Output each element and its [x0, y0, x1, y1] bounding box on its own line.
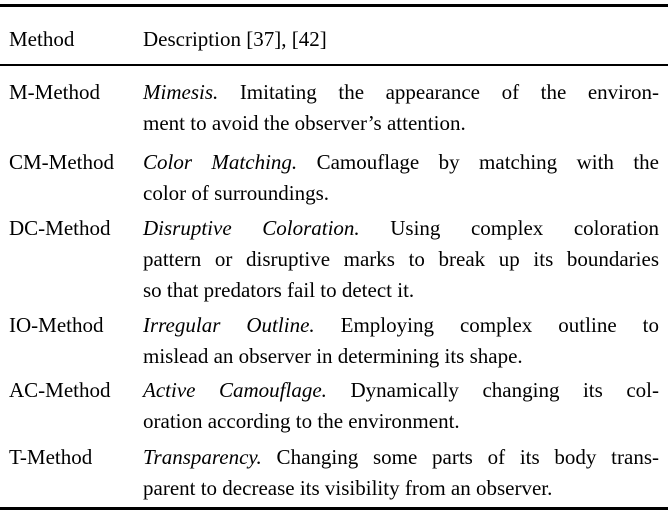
row-term: Transparency. [143, 445, 262, 469]
row-term: Disruptive Coloration. [143, 216, 360, 240]
row-method: M-Method [9, 80, 100, 104]
row-description [143, 310, 659, 372]
description-text: Camouflage by matching with the [297, 150, 659, 174]
row-description [143, 442, 659, 504]
description-line: mislead an observer in determining its shape. [143, 344, 523, 368]
description-line [143, 442, 659, 473]
description-line: pattern or disruptive marks to break up its boundaries [143, 247, 659, 271]
description-line: color of surroundings. [143, 181, 330, 205]
description-line: parent to decrease its visibility from an observer. [143, 476, 553, 500]
description-text: Using complex coloration [359, 216, 660, 240]
table-top-rule [0, 4, 668, 7]
description-text: Dynamically changing its col- [326, 378, 660, 402]
row-method: AC-Method [9, 378, 111, 402]
row-method: DC-Method [9, 216, 111, 240]
header-method: Method [9, 27, 75, 51]
row-method: CM-Method [9, 150, 114, 174]
description-text: Employing complex outline to [314, 313, 659, 337]
row-description [143, 375, 659, 437]
table-header-rule [0, 64, 668, 66]
row-method: T-Method [9, 445, 93, 469]
row-method: IO-Method [9, 313, 104, 337]
table-bottom-rule [0, 507, 668, 510]
description-line [143, 310, 659, 341]
header-description: Description [37], [42] [143, 27, 327, 51]
description-text: Changing some parts of its body trans- [261, 445, 659, 469]
row-description [143, 213, 659, 306]
description-line: ment to avoid the observer’s attention. [143, 111, 466, 135]
row-description [143, 147, 659, 209]
description-line: oration according to the environment. [143, 409, 460, 433]
description-line [143, 213, 659, 244]
row-term: Irregular Outline. [143, 313, 315, 337]
description-line [143, 375, 659, 406]
description-line [143, 77, 659, 108]
row-term: Active Camouflage. [143, 378, 327, 402]
row-term: Color Matching. [143, 150, 298, 174]
row-description [143, 77, 659, 139]
description-text: Imitating the appearance of the environ- [218, 80, 659, 104]
row-term: Mimesis. [143, 80, 219, 104]
description-line: so that predators fail to detect it. [143, 278, 415, 302]
description-line [143, 147, 659, 178]
